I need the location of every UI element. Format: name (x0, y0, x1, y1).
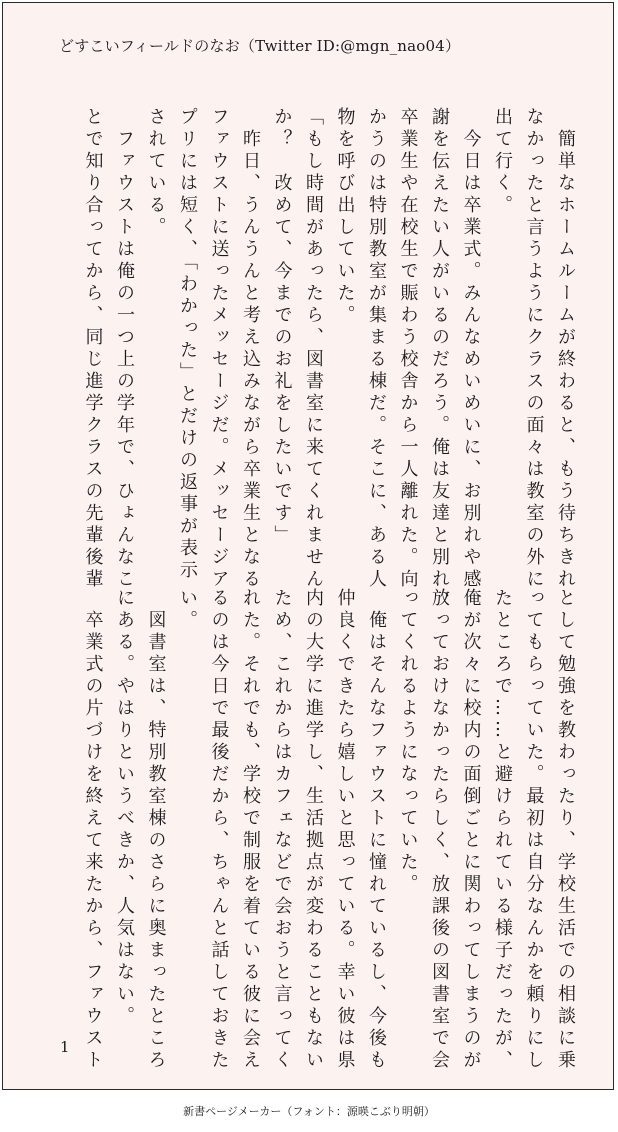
text-column: 卒業生や在校生で賑わう校舎から一人離れた。向 (397, 107, 419, 591)
text-column: 物を呼び出していた。 (334, 107, 356, 327)
text-column: 今日は卒業式。みんなめいめいに、お別れや感 (460, 107, 482, 591)
text-column: 卒業式の片づけを終えて来たから、ファウスト (82, 588, 104, 1072)
page-number: 1 (60, 1038, 70, 1056)
text-column: 「もし時間があったら、図書室に来てくれません (303, 107, 324, 591)
text-column: ファウストに送ったメッセージだ。メッセージア (208, 107, 230, 591)
text-column: 俺が次々に校内の面倒ごとに関わってしまうのが (460, 588, 482, 1072)
text-column: たところで……と避けられている様子だったが、 (492, 588, 513, 1072)
text-column: 謝を伝えたい人がいるのだろう。俺は友達と別れ、 (429, 107, 450, 613)
text-column: 放っておけなかったらしく、放課後の図書室で会 (429, 588, 450, 1072)
text-column: として勉強を教わったり、学校生活での相談に乗 (555, 588, 576, 1072)
author-header: どすこいフィールドのなお（Twitter ID:@mgn_nao04） (59, 37, 461, 55)
text-column: 内の大学に進学し、生活拠点が変わることもない (303, 588, 324, 1072)
text-column: 図書室は、特別教室棟のさらに奥まったところ (145, 588, 167, 1072)
text-column: い。 (177, 588, 198, 632)
text-column: にある。やはりというべきか、人気はない。 (114, 588, 135, 1028)
text-column: されている。 (145, 107, 167, 239)
text-column: れた。それでも、学校で制服を着ている彼に会え (240, 588, 261, 1072)
text-column: 簡単なホームルームが終わると、もう待ちきれ (555, 107, 576, 591)
text-column: るのは今日で最後だから、ちゃんと話しておきた (208, 588, 230, 1072)
text-column: か？ 改めて、今までのお礼をしたいです」 (271, 107, 293, 547)
text-column: プリには短く、「わかった」とだけの返事が表示 (177, 107, 198, 582)
text-column: ってくれるようになっていた。 (397, 588, 419, 896)
text-column: ファウストは俺の一つ上の学年で、ひょんなこ (114, 107, 135, 591)
text-column: なかったと言うようにクラスの面々は教室の外に (523, 107, 545, 591)
text-column: ため、これからはカフェなどで会おうと言ってく (271, 588, 293, 1072)
text-column: かうのは特別教室が集まる棟だ。そこに、ある人 (366, 107, 387, 591)
text-column: 仲良くできたら嬉しいと思っている。幸い彼は県 (334, 588, 356, 1072)
text-column: とで知り合ってから、同じ進学クラスの先輩後輩 (82, 107, 104, 591)
text-column: ってもらっていた。最初は自分なんかを頼りにし (523, 588, 545, 1072)
text-column: 昨日、うんうんと考え込みながら卒業生となる (240, 107, 261, 591)
text-column: 俺はそんなファウストに憧れているし、今後も (366, 588, 387, 1072)
document-page (2, 2, 614, 1090)
text-column: 出て行く。 (492, 107, 513, 217)
generator-credit: 新書ページメーカー（フォント：源暎こぶり明朝） (183, 1105, 435, 1118)
